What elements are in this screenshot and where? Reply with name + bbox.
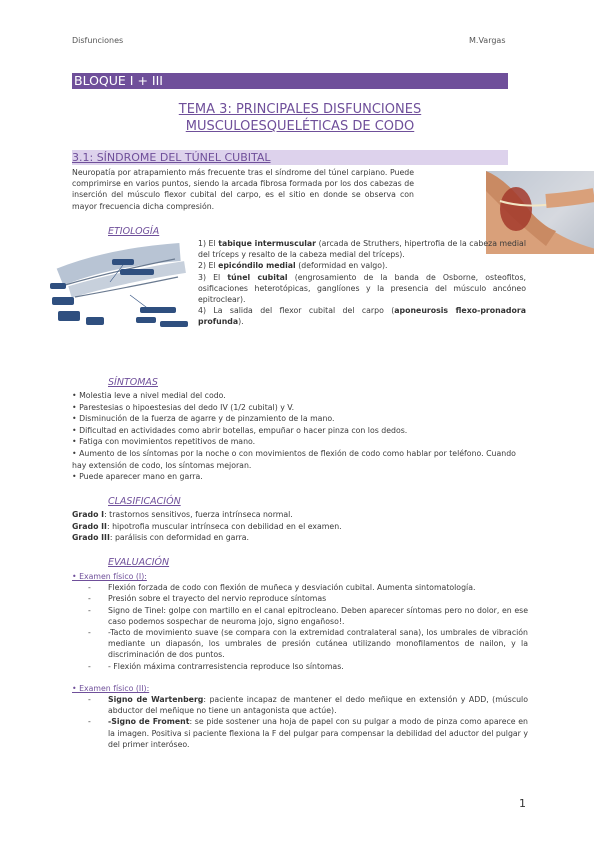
etiologia-list: [198, 238, 526, 328]
sintomas-heading: SÍNTOMAS: [108, 377, 158, 388]
list-item: Grado II: hipotrofia muscular intrínseca con debilidad en el examen.: [72, 521, 342, 531]
tema-line-2: MUSCULOESQUELÉTICAS DE CODO: [185, 119, 415, 134]
list-item: • Disminución de la fuerza de agarre y de pinzamiento de la mano.: [72, 414, 335, 424]
evaluacion-heading: EVALUACIÓN: [108, 557, 170, 568]
page-number: 1: [519, 797, 526, 810]
list-item: • Parestesias o hipoestesias del dedo IV (1/2 cubital) y V.: [72, 402, 295, 412]
header-right: M.Vargas: [469, 36, 506, 45]
etiologia-item: 2) El epicóndilo medial (deformidad en valgo).: [198, 261, 388, 271]
list-item: - Signo de Tinel: golpe con martillo en el canal epitrocleano. Deben aparecer síntomas pero no dolor, en ese caso podemos sospechar de neuroma jojo, signo engañoso!.: [88, 605, 528, 627]
list-item: • Aumento de los síntomas por la noche o con movimientos de flexión de codo como hablar por teléfono. Cuando hay extensión de codo, los síntomas mejoran.: [72, 448, 516, 470]
tema-title: [72, 101, 528, 135]
etiologia-item: 4) La salida del flexor cubital del carpo (aponeurosis flexo-pronadora profunda).: [198, 306, 526, 327]
nerve-diagram: [50, 237, 190, 341]
clasificacion-list: [72, 509, 528, 544]
list-item: - -Signo de Froment: se pide sostener una hoja de papel con su pulgar a modo de pinza como aparece en la imagen. Positiva si paciente flexiona la F del pulgar para compensar la debilidad del aductor del pulgar y del primer interóseo.: [88, 716, 528, 750]
sintomas-list: [72, 390, 528, 483]
list-item: • Dificultad en actividades como abrir botellas, empuñar o hacer pinza con los dedos.: [72, 425, 408, 435]
list-item: • Molestia leve a nivel medial del codo.: [72, 391, 226, 400]
list-item: • Fatiga con movimientos repetitivos de mano.: [72, 437, 256, 447]
list-item: - -Tacto de movimiento suave (se compara con la extremidad contralateral sana), los umbrales de vibración mediante un diapasón, los umbrales de presión cutánea utilizando monofilamentos de nailon, y la discriminación de dos puntos.: [88, 627, 528, 661]
etiologia-item: 1) El tabique intermuscular (arcada de Struthers, hipertrofia de la cabeza medial del tríceps y resalto de la cabeza medial del tríceps).: [198, 239, 526, 260]
etiologia-item: 3) El túnel cubital (engrosamiento de la banda de Osborne, osteofitos, osificaciones heterotópicas, ganglíones y la presencia del músculo ancóneo epitroclear).: [198, 272, 526, 305]
intro-paragraph: Neuropatía por atrapamiento más frecuente tras el síndrome del túnel carpiano. Puede comprimirse en varios puntos, siendo la arcada fibrosa formada por los dos cabezas de inserción del músculo flexor cubital del carpo, es el sitio en donde se observa con mayor frecuencia dicha compresión.: [72, 168, 414, 211]
list-item: - - Flexión máxima contrarresistencia reproduce lso síntomas.: [88, 661, 528, 672]
exam1-heading: • Examen físico (I):: [72, 572, 147, 581]
bloque-title: BLOQUE I + III: [72, 73, 508, 89]
list-item: - Signo de Wartenberg: paciente incapaz de mantener el dedo meñique en extensión y ADD, (músculo abductor del meñique no tiene un antagonista que actúe).: [88, 694, 528, 716]
list-item: - Presión sobre el trayecto del nervio reproduce síntomas: [88, 593, 528, 604]
header-left: Disfunciones: [72, 36, 124, 45]
exam2-heading: • Examen físico (II):: [72, 683, 150, 693]
clasificacion-heading: CLASIFICACIÓN: [108, 496, 181, 507]
list-item: • Puede aparecer mano en garra.: [72, 472, 203, 482]
etiologia-heading: ETIOLOGÍA: [108, 226, 160, 237]
section-heading: 3.1: SÍNDROME DEL TÚNEL CUBITAL: [72, 150, 508, 165]
evaluacion-block: [72, 571, 528, 750]
list-item: - Flexión forzada de codo con flexión de muñeca y desviación cubital. Aumenta sintomatología.: [88, 582, 528, 593]
tema-line-1: TEMA 3: PRINCIPALES DISFUNCIONES: [178, 102, 422, 117]
list-item: Grado III: parálisis con deformidad en garra.: [72, 533, 249, 543]
list-item: Grado I: trastornos sensitivos, fuerza intrínseca normal.: [72, 510, 293, 519]
